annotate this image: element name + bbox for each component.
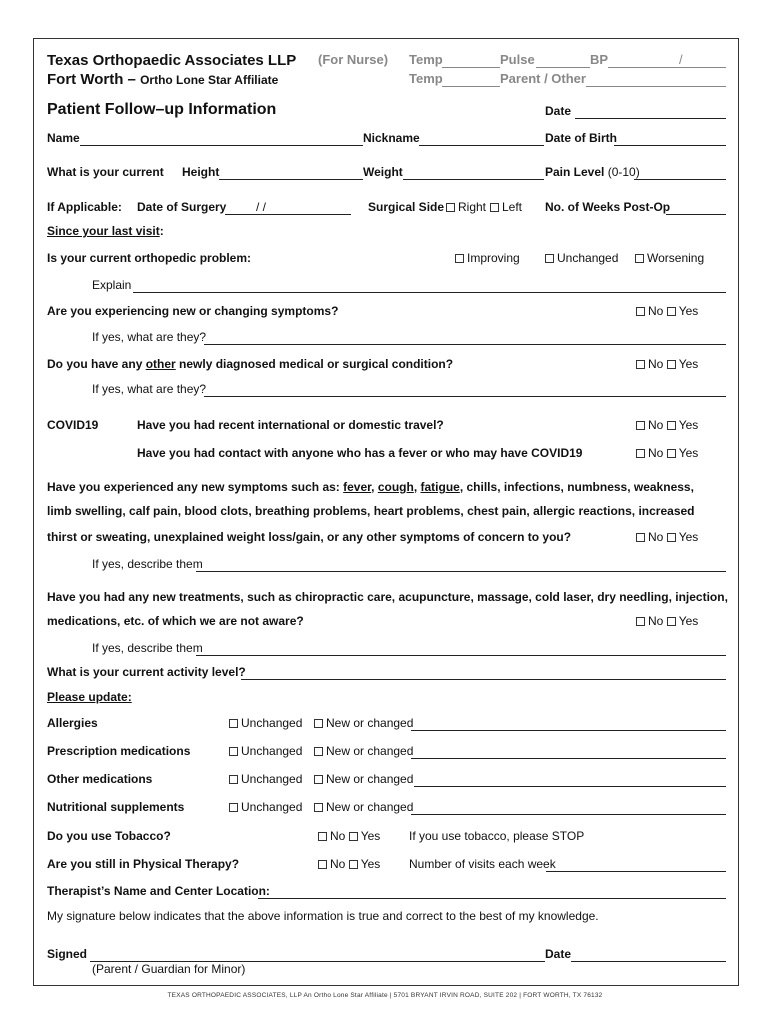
checkbox-icon[interactable]	[667, 533, 676, 542]
checkbox-icon[interactable]	[314, 719, 323, 728]
other-meds-field[interactable]	[414, 786, 726, 787]
checkbox-icon[interactable]	[314, 803, 323, 812]
checkbox-icon[interactable]	[455, 254, 464, 263]
explain-field[interactable]	[133, 292, 726, 293]
checkbox-icon[interactable]	[667, 421, 676, 430]
checkbox-icon[interactable]	[636, 307, 645, 316]
prescription-unchanged-option[interactable]: Unchanged	[229, 744, 302, 758]
treatments-describe-field[interactable]	[196, 655, 726, 656]
checkbox-icon[interactable]	[349, 860, 358, 869]
covid-travel-question: Have you had recent international or domestic travel?	[137, 418, 444, 432]
prescription-new-option[interactable]: New or changed	[314, 744, 413, 758]
weight-field[interactable]	[403, 179, 544, 180]
treatments-no-yes[interactable]: No Yes	[636, 614, 698, 628]
surgical-side-label: Surgical Side	[368, 200, 445, 214]
dob-field[interactable]	[614, 145, 726, 146]
new-symptoms-line2: limb swelling, calf pain, blood clots, breathing problems, heart problems, chest pain, allergic reactions, increased	[47, 504, 695, 518]
treatments-describe-label: If yes, describe them	[92, 641, 203, 655]
temp2-field[interactable]	[442, 86, 500, 87]
date-label: Date	[545, 104, 572, 118]
right-option[interactable]: Right	[446, 200, 486, 214]
tobacco-question: Do you use Tobacco?	[47, 829, 171, 843]
please-update-heading: Please update:	[47, 690, 132, 704]
checkbox-icon[interactable]	[229, 719, 238, 728]
bp-field[interactable]	[608, 67, 726, 68]
symptoms-question: Are you experiencing new or changing symptoms?	[47, 304, 339, 318]
pulse-label: Pulse	[500, 52, 535, 67]
new-symptoms-line3: thirst or sweating, unexplained weight loss/gain, or any other symptoms of concern to you?	[47, 530, 572, 544]
activity-field[interactable]	[241, 679, 726, 680]
parent-other-field[interactable]	[586, 86, 726, 87]
pain-level-label: Pain Level (0-10)	[545, 165, 640, 179]
name-label: Name	[47, 131, 80, 145]
symptoms-if-yes-field[interactable]	[204, 344, 726, 345]
update-prescription-label: Prescription medications	[47, 744, 191, 758]
covid-contact-question: Have you had contact with anyone who has a fever or who may have COVID19	[137, 446, 583, 460]
checkbox-icon[interactable]	[636, 449, 645, 458]
pt-question: Are you still in Physical Therapy?	[47, 857, 240, 871]
allergies-field[interactable]	[411, 730, 726, 731]
prescription-field[interactable]	[411, 758, 726, 759]
checkbox-icon[interactable]	[667, 307, 676, 316]
explain-label: Explain	[92, 278, 132, 292]
pt-no-yes[interactable]: No Yes	[318, 857, 380, 871]
practice-name: Texas Orthopaedic Associates LLP	[47, 52, 297, 69]
bp-label: BP	[590, 52, 609, 67]
other-condition-if-yes-field[interactable]	[204, 396, 726, 397]
allergies-unchanged-option[interactable]: Unchanged	[229, 716, 302, 730]
supplements-new-option[interactable]: New or changed	[314, 800, 413, 814]
other-meds-new-option[interactable]: New or changed	[314, 772, 413, 786]
height-field[interactable]	[219, 179, 363, 180]
if-applicable-label: If Applicable:	[47, 200, 122, 214]
checkbox-icon[interactable]	[667, 617, 676, 626]
weeks-post-op-field[interactable]	[666, 214, 726, 215]
new-symptoms-line1: Have you experienced any new symptoms such as: fever, cough, fatigue, chills, infections, numbness, weakness,	[47, 480, 694, 494]
symptoms-no-yes[interactable]: No Yes	[636, 304, 698, 318]
worsening-option[interactable]: Worsening	[635, 251, 704, 265]
page-title: Patient Follow–up Information	[47, 101, 277, 118]
allergies-new-option[interactable]: New or changed	[314, 716, 413, 730]
signed-label: Signed	[47, 947, 88, 961]
new-symptoms-no-yes[interactable]: No Yes	[636, 530, 698, 544]
pt-visits-field[interactable]	[546, 871, 726, 872]
checkbox-icon[interactable]	[314, 747, 323, 756]
date-surgery-separators: / /	[256, 200, 267, 214]
temp2-label: Temp	[409, 71, 443, 86]
checkbox-icon[interactable]	[490, 203, 499, 212]
practice-location: Fort Worth – Ortho Lone Star Affiliate	[47, 71, 279, 88]
height-label: Height	[182, 165, 220, 179]
checkbox-icon[interactable]	[636, 421, 645, 430]
checkbox-icon[interactable]	[446, 203, 455, 212]
covid-contact-no-yes[interactable]: No Yes	[636, 446, 698, 460]
checkbox-icon[interactable]	[229, 775, 238, 784]
nickname-label: Nickname	[363, 131, 420, 145]
temp-field[interactable]	[442, 67, 500, 68]
checkbox-icon[interactable]	[229, 803, 238, 812]
name-field[interactable]	[80, 145, 363, 146]
checkbox-icon[interactable]	[229, 747, 238, 756]
checkbox-icon[interactable]	[635, 254, 644, 263]
dob-label: Date of Birth	[545, 131, 617, 145]
checkbox-icon[interactable]	[636, 360, 645, 369]
new-symptoms-describe-field[interactable]	[196, 571, 726, 572]
activity-label: What is your current activity level?	[47, 665, 246, 679]
supplements-unchanged-option[interactable]: Unchanged	[229, 800, 302, 814]
other-condition-question: Do you have any other newly diagnosed medical or surgical condition?	[47, 357, 454, 371]
weight-label: Weight	[363, 165, 403, 179]
covid-label: COVID19	[47, 418, 99, 432]
checkbox-icon[interactable]	[318, 860, 327, 869]
update-other-meds-label: Other medications	[47, 772, 153, 786]
other-condition-if-yes-label: If yes, what are they?	[92, 382, 207, 396]
date-field[interactable]	[575, 118, 726, 119]
unchanged-option[interactable]: Unchanged	[545, 251, 618, 265]
therapist-label: Therapist’s Name and Center Location:	[47, 884, 270, 898]
problem-question: Is your current orthopedic problem:	[47, 251, 252, 265]
pulse-field[interactable]	[536, 67, 590, 68]
checkbox-icon[interactable]	[318, 832, 327, 841]
checkbox-icon[interactable]	[667, 360, 676, 369]
signed-date-label: Date	[545, 947, 572, 961]
improving-option[interactable]: Improving	[455, 251, 520, 265]
checkbox-icon[interactable]	[636, 617, 645, 626]
left-option[interactable]: Left	[490, 200, 522, 214]
other-condition-no-yes[interactable]: No Yes	[636, 357, 698, 371]
weeks-post-op-label: No. of Weeks Post-Op	[545, 200, 671, 214]
therapist-field[interactable]	[258, 898, 726, 899]
current-label: What is your current	[47, 165, 164, 179]
tobacco-no-yes[interactable]: No Yes	[318, 829, 380, 843]
page-footer: TEXAS ORTHOPAEDIC ASSOCIATES, LLP An Ortho Lone Star Affiliate | 5701 BRYANT IRVIN ROAD, SUITE 202 | FORT WORTH, TX 76132	[167, 992, 603, 999]
pain-level-field[interactable]	[634, 179, 726, 180]
supplements-field[interactable]	[411, 814, 726, 815]
nickname-field[interactable]	[419, 145, 544, 146]
date-surgery-label: Date of Surgery	[137, 200, 227, 214]
checkbox-icon[interactable]	[349, 832, 358, 841]
since-last-visit: Since your last visit:	[47, 224, 164, 238]
pt-visits-label: Number of visits each week	[409, 857, 556, 871]
parent-other-label: Parent / Other	[500, 71, 586, 86]
tobacco-note: If you use tobacco, please STOP	[409, 829, 585, 843]
update-allergies-label: Allergies	[47, 716, 98, 730]
symptoms-if-yes-label: If yes, what are they?	[92, 330, 207, 344]
signed-date-field[interactable]	[571, 961, 726, 962]
checkbox-icon[interactable]	[667, 449, 676, 458]
other-meds-unchanged-option[interactable]: Unchanged	[229, 772, 302, 786]
treatments-line2: medications, etc. of which we are not aware?	[47, 614, 304, 628]
update-supplements-label: Nutritional supplements	[47, 800, 185, 814]
checkbox-icon[interactable]	[545, 254, 554, 263]
new-symptoms-describe-label: If yes, describe them	[92, 557, 203, 571]
checkbox-icon[interactable]	[314, 775, 323, 784]
guardian-note: (Parent / Guardian for Minor)	[92, 962, 246, 976]
treatments-line1: Have you had any new treatments, such as chiropractic care, acupuncture, massage, cold laser, dry needling, injection,	[47, 590, 728, 604]
bp-slash: /	[679, 52, 683, 67]
covid-travel-no-yes[interactable]: No Yes	[636, 418, 698, 432]
for-nurse-label: (For Nurse)	[318, 52, 389, 67]
signature-statement: My signature below indicates that the above information is true and correct to the best of my knowledge.	[47, 909, 599, 923]
date-surgery-field[interactable]	[225, 214, 351, 215]
checkbox-icon[interactable]	[636, 533, 645, 542]
temp-label: Temp	[409, 52, 443, 67]
